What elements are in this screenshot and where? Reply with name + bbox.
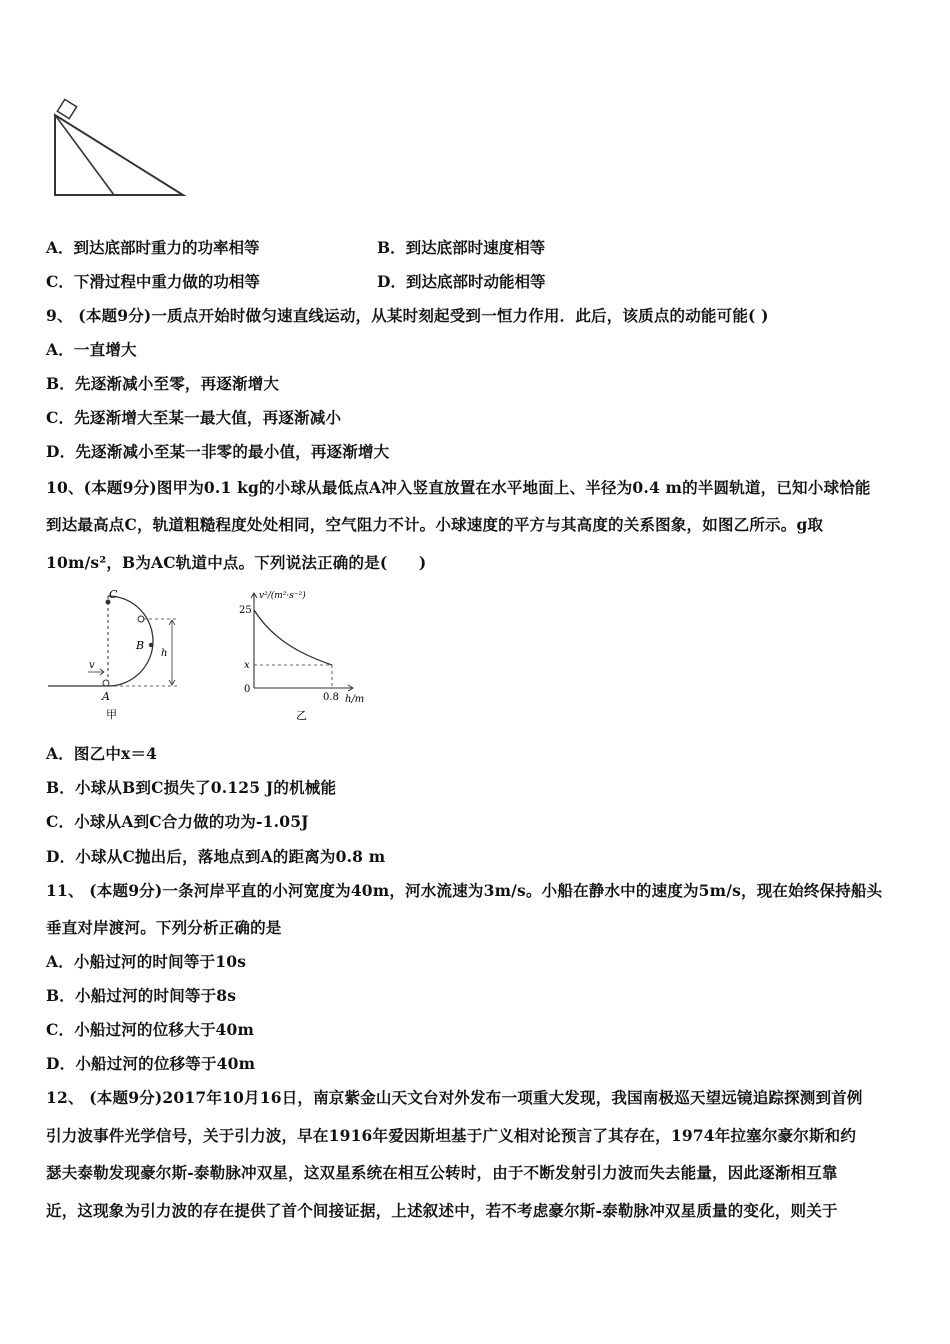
q10-stem-line-1: 10、(本题9分)图甲为0.1 kg的小球从最低点A冲入竖直放置在水平地面上、半径为0.4 m的半圆轨道，已知小球恰能 [46, 478, 871, 497]
q9-option-a: A．一直增大 [46, 340, 137, 359]
q9-option-d: D．先逐渐减小至某一非零的最小值，再逐渐增大 [46, 442, 390, 461]
caption-jia: 甲 [106, 708, 117, 721]
x-axis-label: h/m [345, 694, 365, 705]
x-tick-0-8: 0.8 [323, 692, 339, 703]
q10-stem-line-3: 10m/s²，B为AC轨道中点。下列说法正确的是( ) [46, 553, 427, 572]
label-h: h [161, 648, 168, 659]
q11-option-b: B．小船过河的时间等于8s [46, 986, 237, 1005]
q10-option-a: A．图乙中x＝4 [46, 744, 158, 763]
q10-option-c: C．小球从A到C合力做的功为-1.05J [46, 812, 309, 831]
origin-label: 0 [244, 684, 251, 695]
label-b: B [136, 639, 145, 652]
q8-option-c: C．下滑过程中重力做的功相等 [46, 272, 260, 291]
q11-option-a: A．小船过河的时间等于10s [46, 952, 247, 971]
q10-option-d: D．小球从C抛出后，落地点到A的距离为0.8 m [46, 847, 386, 866]
q8-option-d: D．到达底部时动能相等 [377, 272, 546, 291]
label-c: C [109, 588, 118, 601]
incline-figure [50, 100, 190, 200]
q9-option-c: C．先逐渐增大至某一最大值，再逐渐减小 [46, 408, 342, 427]
q12-stem-line-1: 12、 (本题9分)2017年10月16日，南京紫金山天文台对外发布一项重大发现，我国南极巡天望远镜追踪探测到首例 [46, 1088, 863, 1107]
q11-option-d: D．小船过河的位移等于40m [46, 1054, 256, 1073]
caption-yi: 乙 [296, 709, 307, 722]
label-a: A [102, 690, 110, 703]
y-tick-x: x [244, 660, 250, 671]
q10-stem-line-2: 到达最高点C，轨道粗糙程度处处相同，空气阻力不计。小球速度的平方与其高度的关系图象，如图乙所示。g取 [46, 515, 824, 534]
q9-stem: 9、 (本题9分)一质点开始时做匀速直线运动，从某时刻起受到一恒力作用．此后，该质点的动能可能( ) [46, 306, 769, 325]
q11-option-c: C．小船过河的位移大于40m [46, 1020, 255, 1039]
label-v: v [89, 660, 95, 671]
y-tick-25: 25 [239, 605, 252, 616]
q9-option-b: B．先逐渐减小至零，再逐渐增大 [46, 374, 280, 393]
q8-option-a: A．到达底部时重力的功率相等 [46, 238, 260, 257]
y-axis-label: v²/(m²·s⁻²) [259, 591, 306, 601]
q11-stem-line-1: 11、 (本题9分)一条河岸平直的小河宽度为40m，河水流速为3m/s。小船在静水中的速度为5m/s，现在始终保持船头 [46, 881, 883, 900]
track-figure-jia [48, 588, 198, 728]
q8-option-b: B．到达底部时速度相等 [377, 238, 546, 257]
q11-stem-line-2: 垂直对岸渡河。下列分析正确的是 [46, 918, 282, 937]
q10-option-b: B．小球从B到C损失了0.125 J的机械能 [46, 778, 337, 797]
graph-figure-yi [232, 588, 372, 728]
q12-stem-line-2: 引力波事件光学信号，关于引力波，早在1916年爱因斯坦基于广义相对论预言了其存在，1974年拉塞尔豪尔斯和约 [46, 1126, 857, 1145]
q12-stem-line-4: 近，这现象为引力波的存在提供了首个间接证据，上述叙述中，若不考虑豪尔斯-泰勒脉冲双星质量的变化，则关于 [46, 1201, 838, 1220]
q12-stem-line-3: 瑟夫泰勒发现豪尔斯-泰勒脉冲双星，这双星系统在相互公转时，由于不断发射引力波而失去能量，因此逐渐相互靠 [46, 1163, 838, 1182]
